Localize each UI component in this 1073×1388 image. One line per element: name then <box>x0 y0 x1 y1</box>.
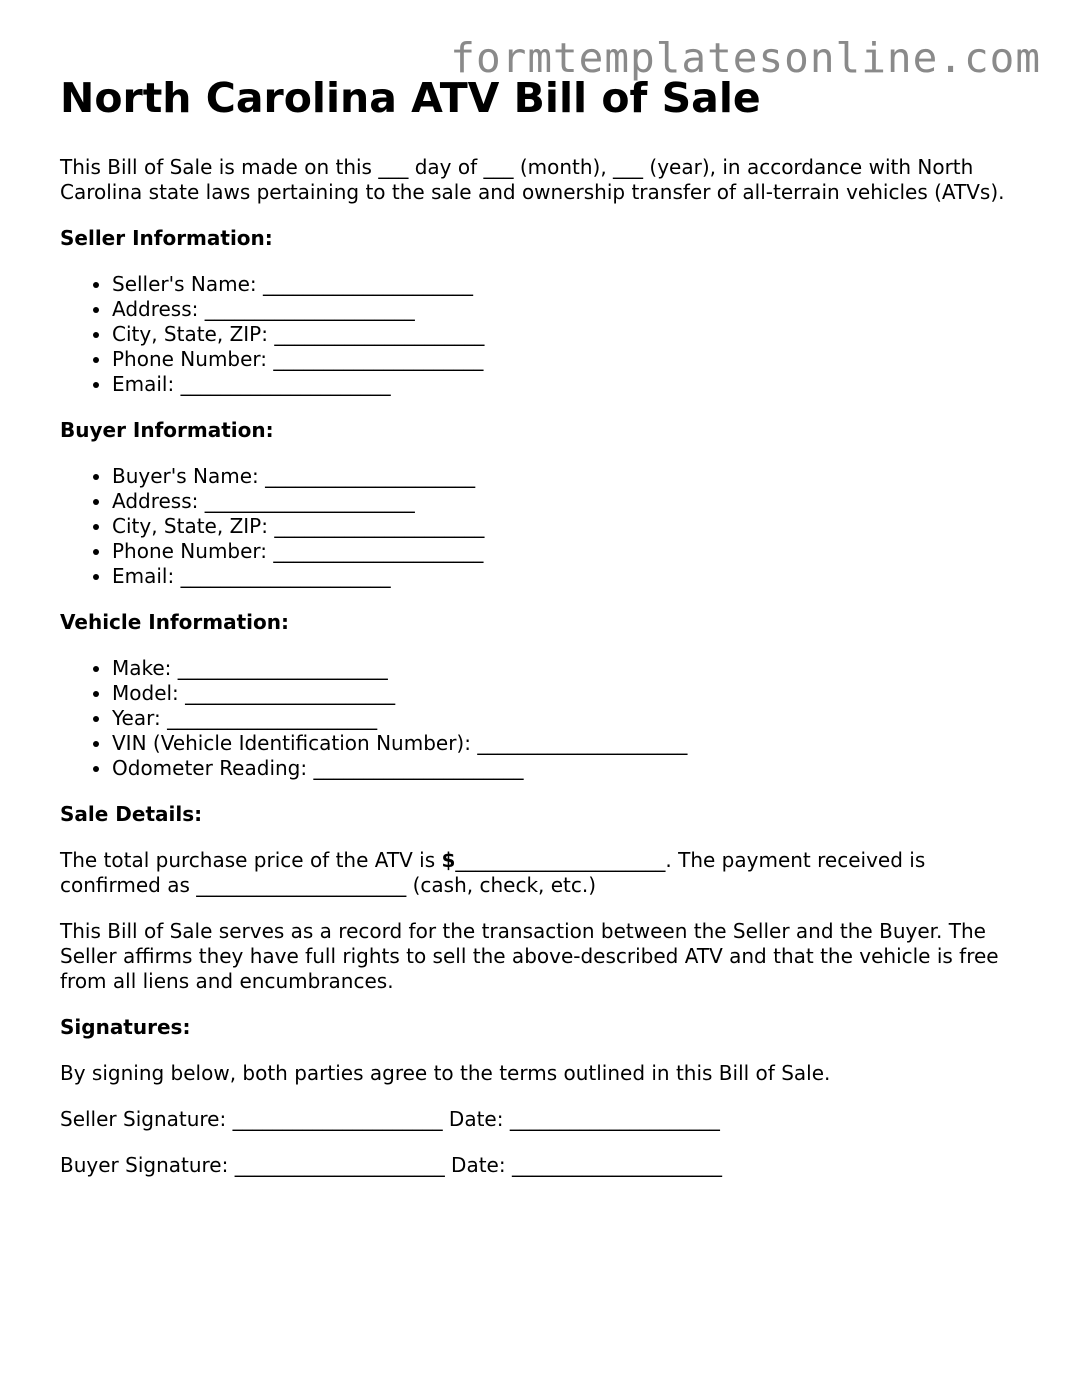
signatures-agreement: By signing below, both parties agree to the terms outlined in this Bill of Sale. <box>60 1061 831 1085</box>
buyer-email-field: • Email: _____________________ <box>112 564 1028 589</box>
seller-email-field: • Email: _____________________ <box>112 372 1028 397</box>
sale-price-symbol: $ <box>441 848 456 872</box>
buyer-heading: Buyer Information: <box>60 418 274 442</box>
buyer-city-field: • City, State, ZIP: _____________________ <box>112 514 1028 539</box>
vehicle-make-field: • Make: _____________________ <box>112 656 1028 681</box>
sale-heading: Sale Details: <box>60 802 203 826</box>
seller-phone-field: • Phone Number: _____________________ <box>112 347 1028 372</box>
buyer-phone-field: • Phone Number: _____________________ <box>112 539 1028 564</box>
buyer-signature-line: Buyer Signature: _____________________ Date: _____________________ <box>60 1153 722 1177</box>
intro-paragraph: This Bill of Sale is made on this ___ day of ___ (month), ___ (year), in accordance with North Carolina state laws pertaining to the sale and ownership transfer of all-terrain vehicles (ATVs). <box>60 155 1005 204</box>
buyer-address-field: • Address: _____________________ <box>112 489 1028 514</box>
document-body <box>60 155 1028 1199</box>
vehicle-year-field: • Year: _____________________ <box>112 706 1028 731</box>
seller-list <box>60 272 1028 397</box>
sale-price-prefix: The total purchase price of the ATV is <box>60 848 442 872</box>
signatures-heading: Signatures: <box>60 1015 191 1039</box>
seller-address-field: • Address: _____________________ <box>112 297 1028 322</box>
seller-heading: Seller Information: <box>60 226 273 250</box>
buyer-list <box>60 464 1028 589</box>
buyer-name-field: • Buyer's Name: _____________________ <box>112 464 1028 489</box>
seller-signature-line: Seller Signature: _____________________ Date: _____________________ <box>60 1107 720 1131</box>
sale-price-suffix: _____________________. The payment received is confirmed as _____________________ (cash, check, etc.) <box>60 848 926 897</box>
vehicle-model-field: • Model: _____________________ <box>112 681 1028 706</box>
seller-city-field: • City, State, ZIP: _____________________ <box>112 322 1028 347</box>
vehicle-heading: Vehicle Information: <box>60 610 289 634</box>
vehicle-vin-field: • VIN (Vehicle Identification Number): _____________________ <box>112 731 1028 756</box>
vehicle-list <box>60 656 1028 781</box>
seller-name-field: • Seller's Name: _____________________ <box>112 272 1028 297</box>
watermark: formtemplatesonline.com <box>450 34 1041 82</box>
vehicle-odometer-field: • Odometer Reading: _____________________ <box>112 756 1028 781</box>
document-title: North Carolina ATV Bill of Sale <box>60 74 761 122</box>
sale-price-paragraph <box>60 848 1028 898</box>
sale-record-paragraph: This Bill of Sale serves as a record for the transaction between the Seller and the Buyer. The Seller affirms they have full rights to sell the above-described ATV and that the vehicle is free from all liens and encumbrances. <box>60 919 999 993</box>
